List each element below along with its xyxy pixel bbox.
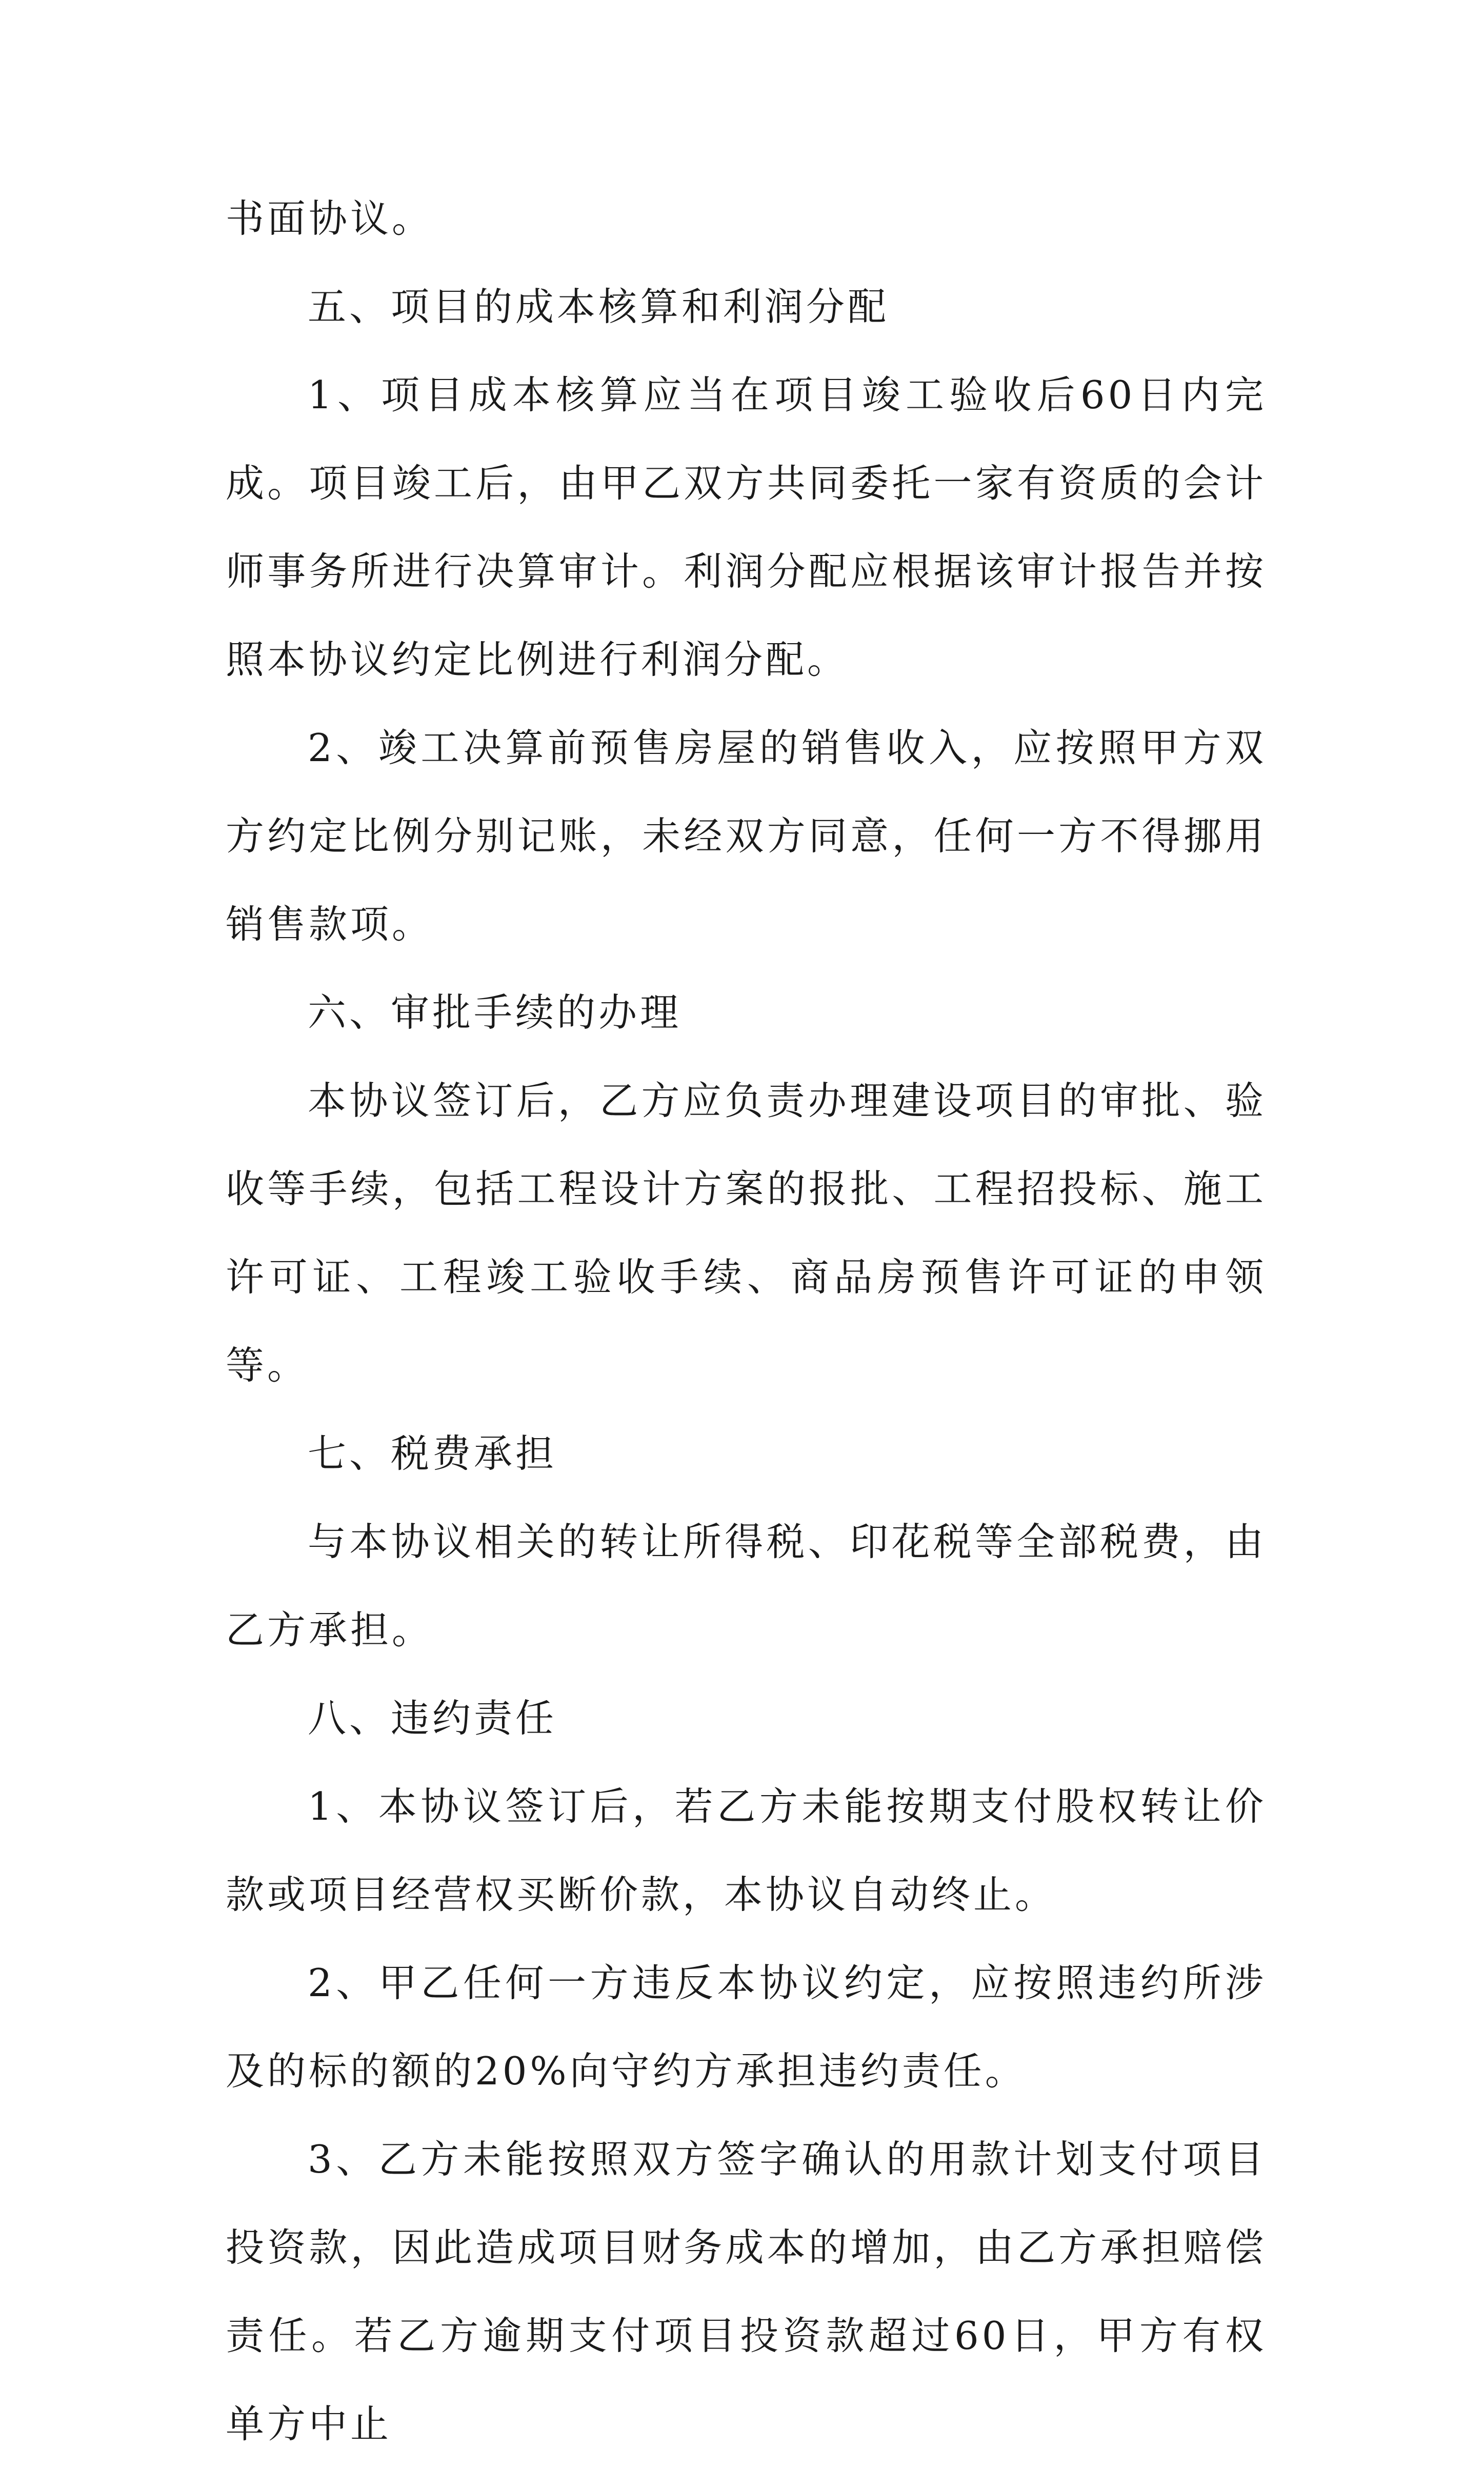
section-heading-five: 五、项目的成本核算和利润分配 — [308, 284, 890, 329]
paragraph-clause-5-2: 2、竣工决算前预售房屋的销售收入，应按照甲方双方约定比例分别记账，未经双方同意，任何一方不得挪用销售款项。 — [226, 725, 1267, 947]
paragraph-clause-8-2: 2、甲乙任何一方违反本协议约定，应按照违约所涉及的标的额的20%向守约方承担违约责任。 — [226, 1960, 1267, 2094]
paragraph-clause-5-1: 1、项目成本核算应当在项目竣工验收后60日内完成。项目竣工后，由甲乙双方共同委托一家有资质的会计师事务所进行决算审计。利润分配应根据该审计报告并按照本协议约定比例进行利润分配。 — [226, 372, 1267, 682]
paragraph-continuation: 书面协议。 — [226, 196, 434, 241]
section-heading-eight: 八、违约责任 — [308, 1696, 557, 1741]
document-body — [226, 174, 1267, 2468]
section-heading-seven: 七、税费承担 — [308, 1431, 557, 1476]
paragraph-clause-6: 本协议签订后，乙方应负责办理建设项目的审批、验收等手续，包括工程设计方案的报批、工程招投标、施工许可证、工程竣工验收手续、商品房预售许可证的申领等。 — [226, 1078, 1267, 1388]
section-heading-six: 六、审批手续的办理 — [308, 990, 682, 1035]
paragraph-clause-8-3: 3、乙方未能按照双方签字确认的用款计划支付项目投资款，因此造成项目财务成本的增加，由乙方承担赔偿责任。若乙方逾期支付项目投资款超过60日，甲方有权单方中止 — [226, 2137, 1267, 2446]
paragraph-clause-7: 与本协议相关的转让所得税、印花税等全部税费，由乙方承担。 — [226, 1519, 1267, 1653]
paragraph-clause-8-1: 1、本协议签订后，若乙方未能按期支付股权转让价款或项目经营权买断价款，本协议自动终止。 — [226, 1784, 1267, 1917]
